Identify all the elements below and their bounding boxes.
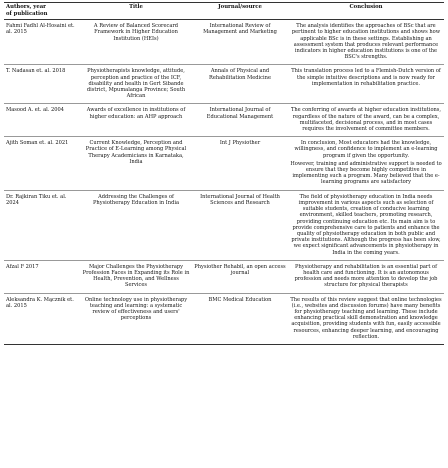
conclusion-cell (288, 65, 444, 104)
title-cell: Major Challenges the Physiotherapy Profession Faces in Expanding its Role in Health, Prevention, and Wellness Services (80, 260, 192, 293)
author-cell: T. Nadasan et. al. 2018 (4, 65, 80, 104)
table-row (4, 137, 444, 190)
table-row (4, 190, 444, 260)
conclusion-paragraph: The conferring of awards at higher education institutions, regardless of the nature of the award, can be a complex, multifaceted, decisional process, and in most cases requires the involvement of committee members. (290, 107, 442, 133)
title-cell: A Review of Balanced Scorecard Framework in Higher Education Institution (HEIs) (80, 20, 192, 65)
title-cell: Current Knowledge, Perception and Practice of E-Learning among Physical Therapy Academicians in Karnataka, India (80, 137, 192, 190)
conclusion-paragraph: This translation process led to a Flemish-Dutch version of the simple intuitive descriptions and is now ready for implementation in rehabilitation practice. (291, 68, 441, 87)
header-author-year (4, 3, 80, 20)
conclusion-paragraph: However, training and administrative support is needed to ensure that they become highly competitive in implementing such a program. Many believed that the e-learning programs are satisfactory (290, 160, 442, 186)
title-cell: Awards of excellence in institutions of higher education: an AHP approach (80, 104, 192, 137)
conclusion-cell (288, 190, 444, 260)
journal-cell: BMC Medical Education (192, 293, 288, 344)
header-author-line1: Authors, year (6, 4, 46, 10)
journal-cell: Physiother Rehabil, an open access journal (192, 260, 288, 293)
conclusion-cell (288, 137, 444, 190)
header-conclusion: Conclusion (288, 3, 444, 20)
author-cell: Ajith Soman et. al. 2021 (4, 137, 80, 190)
conclusion-cell (288, 293, 444, 344)
header-journal: Journal/source (192, 3, 288, 20)
journal-cell: International Review of Management and Marketing (192, 20, 288, 65)
conclusion-paragraph: In conclusion, Most educators had the knowledge, willingness, and confidence to implement an e-learning program if given the opportunity. (294, 140, 438, 159)
author-cell: Dr. Rajkiran Tiku et. al. 2024 (4, 190, 80, 260)
journal-cell: Int J Physiother (192, 137, 288, 190)
literature-review-table (4, 2, 444, 345)
table-row (4, 65, 444, 104)
conclusion-paragraph: Physiotherapy and rehabilitation is an essential part of health care and functioning. It is an autonomous profession and needs more attention to develop the job structure for physical therapists (294, 263, 438, 289)
table-row (4, 260, 444, 293)
table-row (4, 293, 444, 344)
conclusion-cell (288, 260, 444, 293)
conclusion-cell (288, 104, 444, 137)
header-author-line2: of publication (6, 10, 48, 17)
table-row (4, 20, 444, 65)
conclusion-paragraph: The results of this review suggest that online technologies (i.e., websites and discussion forums) have many benefits for physiotherapy teaching and learning. These include enhancing practical skill demonstration and knowledge acquisition, providing students with fun, easily accessible resources, enhancing deeper learning, and encouraging reflection. (290, 296, 442, 340)
conclusion-paragraph: The field of physiotherapy education in India needs improvement in various aspects such as selection of suitable students, creation of conducive learning environment, skilled teachers, promoting research, providing continuing education etc. Its main aim is to provide comprehensive care to patients and enhance the quality of physiotherapy education in both public and private institutions. Although the progress has been slow, we expect significant advancements in physiotherapy in India in the coming years. (291, 193, 441, 256)
table-body (4, 20, 444, 345)
title-cell: Physiotherapists knowledge, attitude, perception and practice of the ICF, disability and health in Gert Sibande district, Mpumalanga Province; South African (80, 65, 192, 104)
conclusion-cell (288, 20, 444, 65)
table-header-row (4, 3, 444, 20)
title-cell: Addressing the Challenges of Physiotherapy Education in India (80, 190, 192, 260)
author-cell: Afzal F 2017 (4, 260, 80, 293)
author-cell: Fahmi Fadhl Al-Hosaini et. al. 2015 (4, 20, 80, 65)
table-row (4, 104, 444, 137)
journal-cell: Annals of Physical and Rehabilitation Medicine (192, 65, 288, 104)
title-cell: Online technology use in physiotherapy teaching and learning: a systematic review of effectiveness and users' perceptions (80, 293, 192, 344)
journal-cell: International Journal of Educational Management (192, 104, 288, 137)
author-cell: Aleksandra K. Mącznik et. al. 2015 (4, 293, 80, 344)
conclusion-paragraph: The analysis identifies the approaches of BSc that are pertinent to higher education institutions and shows how applicable BSc is in these settings. Establishing an assessment system that produces relevant performance indicators in higher education institutions is one of the BSC's strengths. (291, 23, 441, 61)
author-cell: Masood A. et. al. 2004 (4, 104, 80, 137)
journal-cell: International Journal of Health Sciences and Research (192, 190, 288, 260)
header-title: Title (80, 3, 192, 20)
